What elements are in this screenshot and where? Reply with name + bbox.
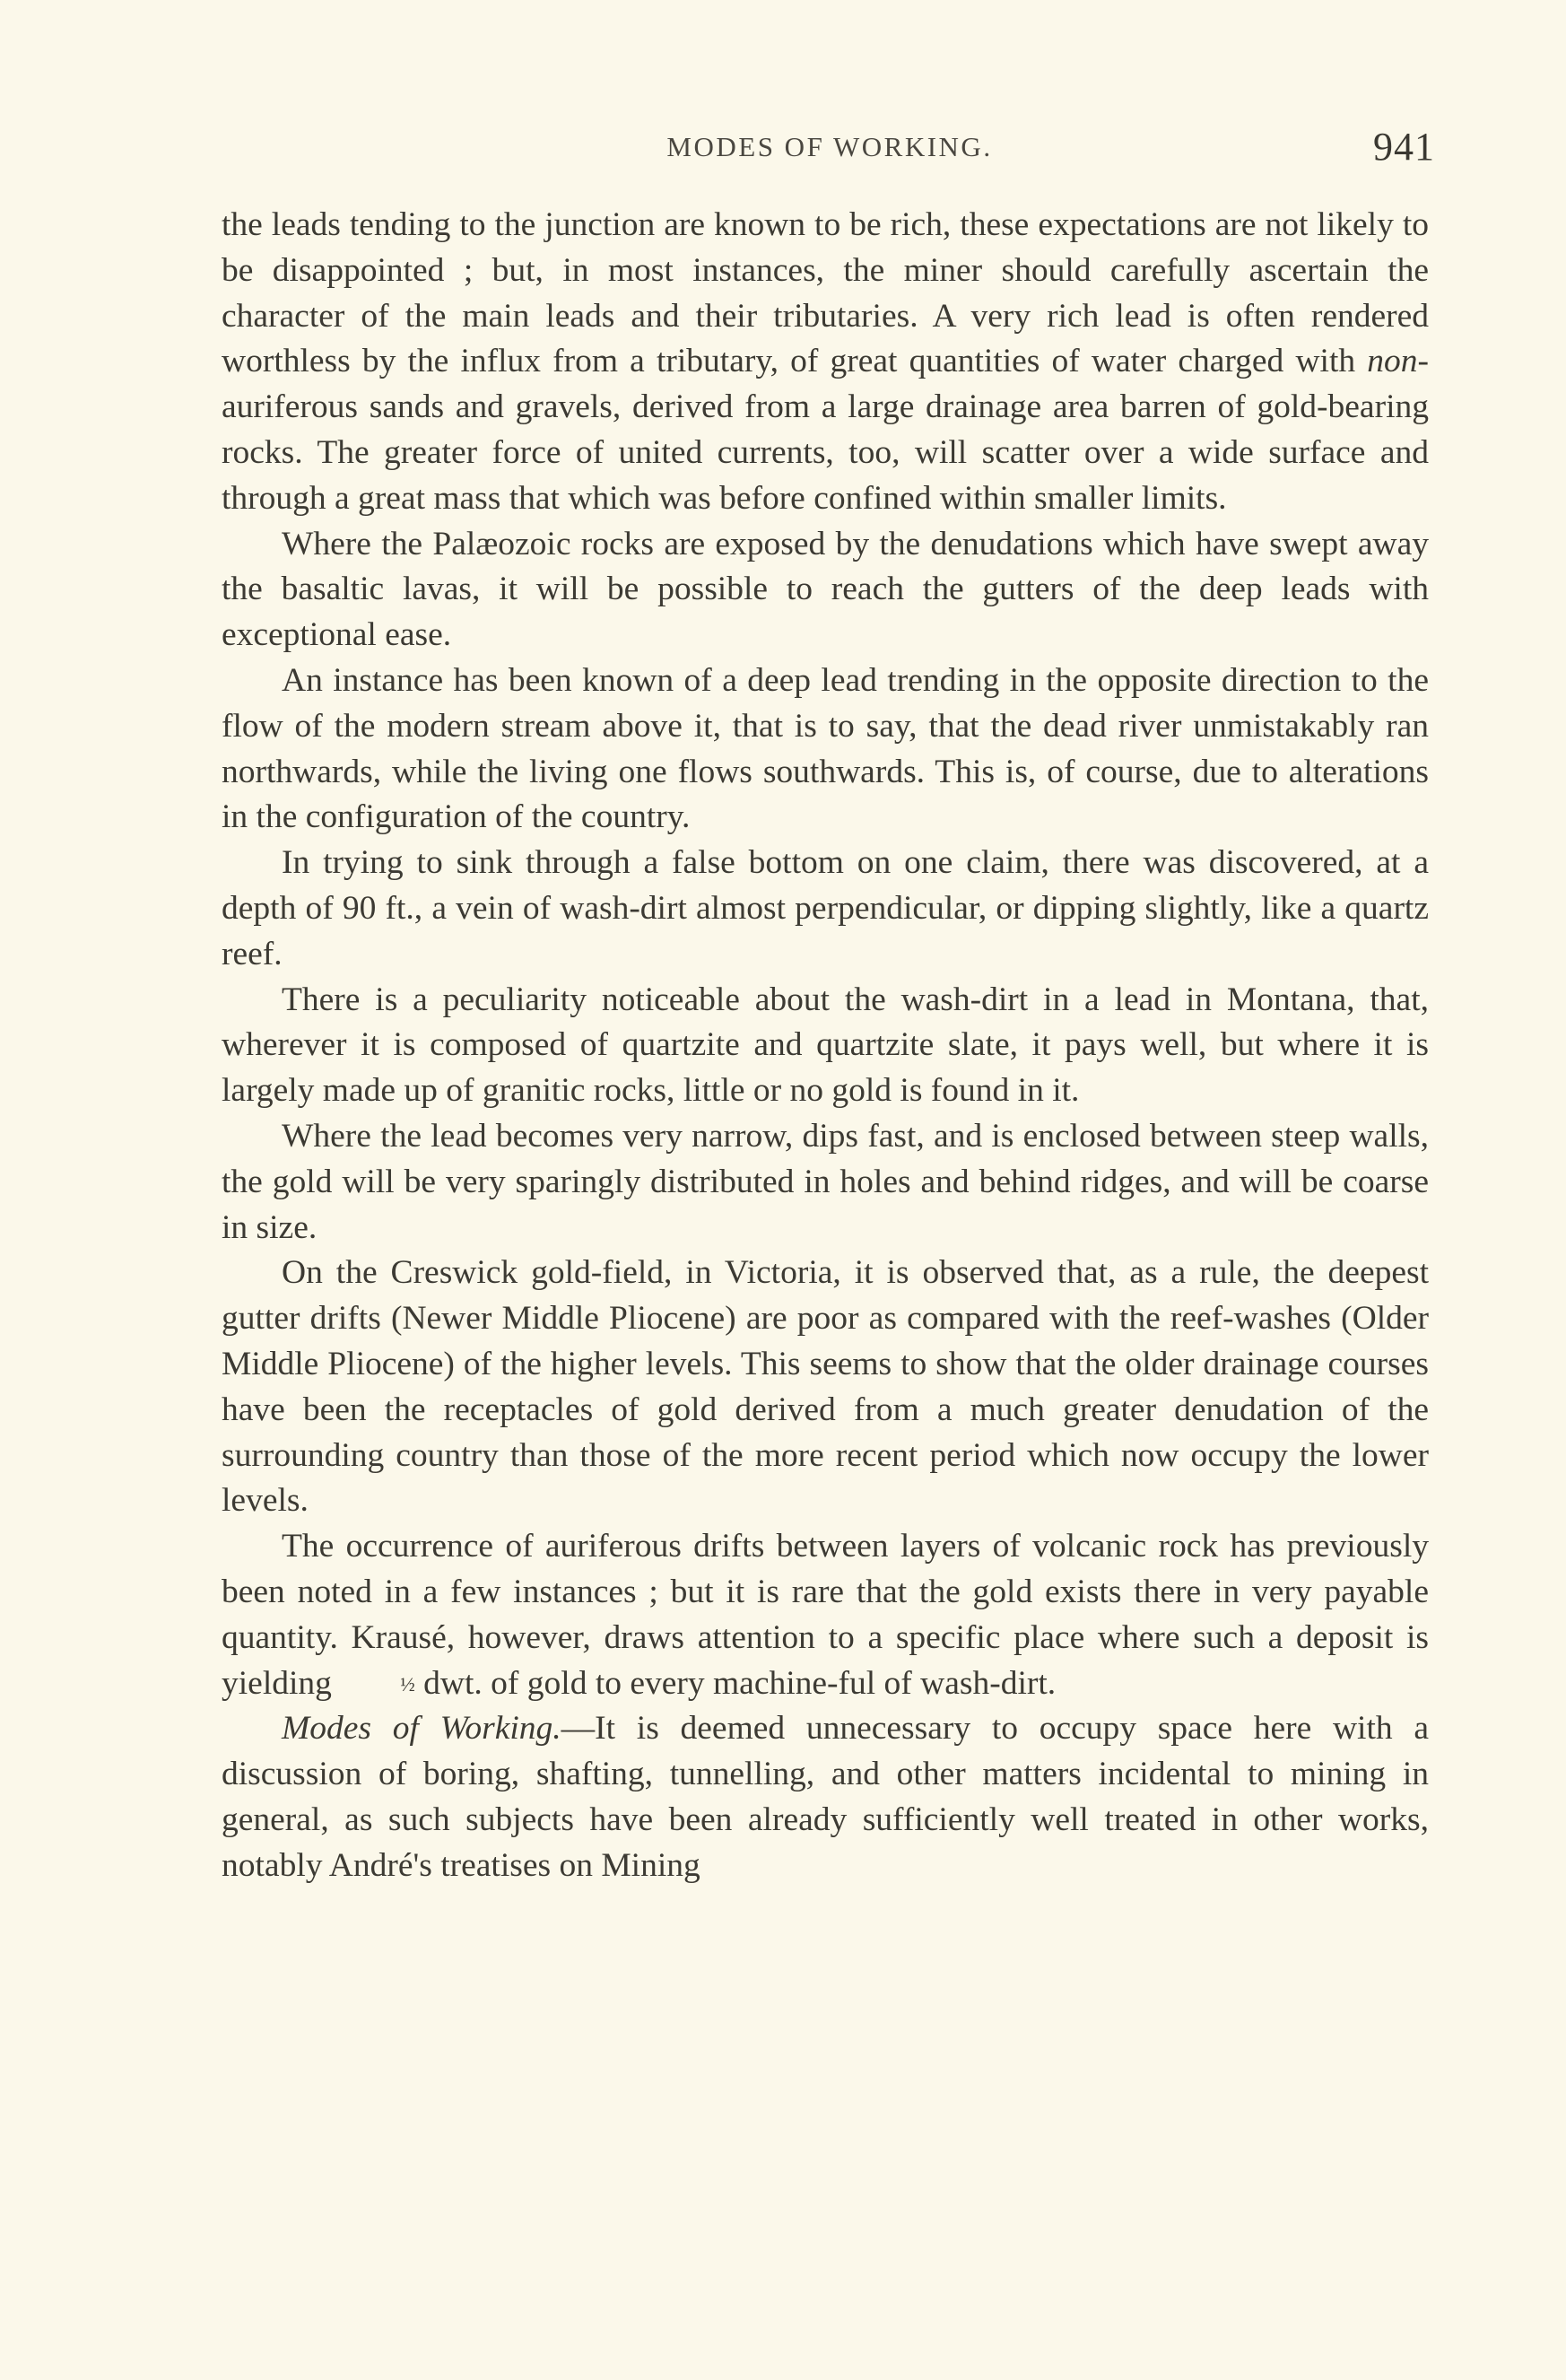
fraction: ½ (400, 1672, 415, 1696)
paragraph-text: An instance has been known of a deep lead trending in the opposite direction to the flow of the modern stream above it, that is to say, that the dead river unmistakably ran northwards, while the living one flows southwards. This is, of course, due to alterations in the configuration of the country. (222, 661, 1429, 836)
section-paragraph (222, 1706, 1429, 1888)
paragraph-text: In trying to sink through a false bottom on one claim, there was discovered, at a depth of 90 ft., a vein of wash-dirt almost perpendicular, or dipping slightly, like a quartz reef. (222, 844, 1429, 972)
paragraph-text: dwt. of gold to every machine-ful of wash-dirt. (414, 1664, 1057, 1702)
paragraph-text: Where the Palæozoic rocks are exposed by the denudations which have swept away the basaltic lavas, it will be possible to reach the gutters of the deep leads with exceptional ease. (222, 525, 1429, 654)
paragraph (222, 1251, 1429, 1524)
paragraph-text: The occurrence of auriferous drifts between layers of volcanic rock has previously been noted in a few instances ; but it is rare that the gold exists there in very payable quantity. Krausé, however, draws attention to a specific place where such a deposit is yielding (222, 1528, 1429, 1702)
paragraph (222, 841, 1429, 977)
paragraph-continuation (222, 203, 1429, 522)
paragraph-text: the leads tending to the junction are known to be rich, these expectations are not likely to be disappointed ; but, in most instances, the miner should carefully ascertain the character of the main leads and their tributaries. A very rich lead is often rendered worthless by the influx from a tributary, of great quantities of water charged with (222, 206, 1429, 380)
paragraph-text: On the Creswick gold-field, in Victoria, it is observed that, as a rule, the deepest gutter drifts (Newer Middle Pliocene) are poor as compared with the reef-washes (Older Middle Pliocene) of the higher levels. This seems to show that the older drainage courses have been the receptacles of gold derived from a much greater denudation of the surrounding country than those of the more recent period which now occupy the lower levels. (222, 1254, 1429, 1520)
page-header (224, 124, 1435, 169)
section-heading: Modes of Working. (282, 1710, 561, 1748)
paragraph-text: There is a peculiarity noticeable about the wash-dirt in a lead in Montana, that, wherever it is composed of quartzite and quartzite slate, it pays well, but where it is largely made up of granitic rocks, little or no gold is found in it. (222, 981, 1429, 1110)
paragraph (222, 658, 1429, 841)
paragraph (222, 1524, 1429, 1706)
paragraph (222, 1114, 1429, 1251)
emphasis-text: non (1367, 343, 1418, 380)
paragraph (222, 522, 1429, 658)
paragraph-text: —It is deemed unnecessary to occupy space here with a discussion of boring, shafting, tunnelling, and other matters incidental to mining in general, as such subjects have been already sufficiently well treated in other works, notably André's treatises on Mining (222, 1710, 1429, 1884)
body-text (222, 203, 1429, 1888)
page-number: 941 (1373, 125, 1435, 169)
paragraph (222, 978, 1429, 1114)
running-title: MODES OF WORKING. (666, 131, 993, 162)
paragraph-text: Where the lead becomes very narrow, dips fast, and is enclosed between steep walls, the gold will be very sparingly distributed in holes and behind ridges, and will be coarse in size. (222, 1117, 1429, 1246)
paragraph-text: -auriferous sands and gravels, derived from a large drainage area barren of gold-bearing rocks. The greater force of united currents, too, will scatter over a wide surface and through a great mass that which was before confined within smaller limits. (222, 343, 1429, 517)
